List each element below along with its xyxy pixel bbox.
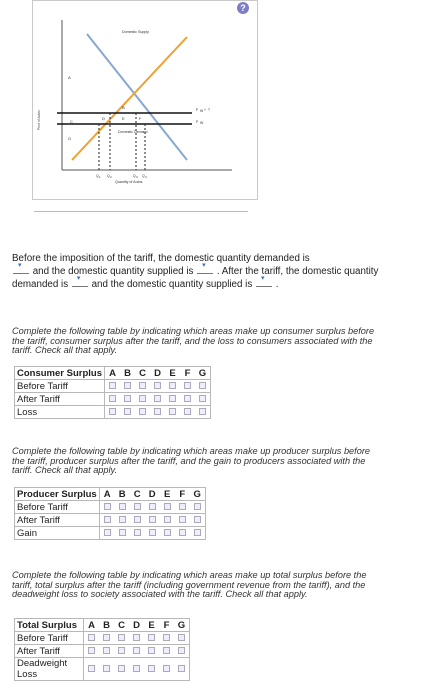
col-f: F (180, 367, 195, 380)
help-icon[interactable]: ? (237, 2, 249, 14)
ts-table (14, 618, 190, 681)
cs-instruction: Complete the following table by indicating which areas make up consumer surplus before the tariff, consumer surplus after the tariff, and the loss to consumers associated with the tariff. Check all that apply. (12, 326, 375, 355)
checkbox[interactable] (119, 503, 126, 510)
checkbox[interactable] (164, 516, 171, 523)
checkbox[interactable] (134, 516, 141, 523)
x-axis-label: Quantity of Autos (115, 180, 143, 184)
checkbox[interactable] (124, 382, 131, 389)
checkbox[interactable] (119, 529, 126, 536)
checkbox[interactable] (154, 395, 161, 402)
col-d: D (150, 367, 165, 380)
para-text-2: and the domestic quantity supplied is (32, 266, 194, 277)
area-label-c: C (70, 119, 73, 124)
dropdown-qs-before[interactable] (197, 264, 213, 274)
col-f: F (159, 619, 174, 632)
col-a: A (84, 619, 100, 632)
ts-instruction: Complete the following table by indicating which areas make up total surplus before the tariff, total surplus after the tariff (including government revenue from the tariff), and the deadweight loss to society associated with the tariff. Check all that apply. (12, 570, 367, 599)
checkbox[interactable] (118, 634, 125, 641)
ps-row-label: After Tariff (15, 514, 100, 527)
checkbox[interactable] (164, 503, 171, 510)
checkbox[interactable] (194, 516, 201, 523)
ts-header: Total Surplus (15, 619, 84, 632)
ps-table (14, 487, 206, 540)
cs-header: Consumer Surplus (15, 367, 105, 380)
checkbox[interactable] (164, 529, 171, 536)
para-text-5: . (275, 279, 279, 290)
col-d: D (145, 488, 160, 501)
checkbox[interactable] (103, 634, 110, 641)
checkbox[interactable] (169, 408, 176, 415)
checkbox[interactable] (169, 382, 176, 389)
checkbox[interactable] (194, 503, 201, 510)
area-label-g: G (68, 136, 72, 141)
qty-sub-3: 3 (136, 175, 138, 179)
qty-sub-2: 2 (110, 175, 112, 179)
ts-row-label: After Tariff (15, 645, 84, 658)
price-label-p: P (196, 108, 199, 112)
col-e: E (165, 367, 180, 380)
checkbox[interactable] (199, 395, 206, 402)
col-f: F (175, 488, 190, 501)
checkbox[interactable] (163, 647, 170, 654)
checkbox[interactable] (148, 665, 155, 672)
para-text-4: and the domestic quantity supplied is (91, 279, 253, 290)
question-paragraph (12, 253, 422, 290)
col-g: G (190, 488, 206, 501)
col-b: B (115, 488, 130, 501)
supply-label: Domestic Supply (122, 30, 149, 34)
demand-label: Domestic Demand (118, 130, 148, 134)
checkbox[interactable] (154, 382, 161, 389)
checkbox[interactable] (88, 665, 95, 672)
col-a: A (105, 367, 121, 380)
checkbox[interactable] (134, 503, 141, 510)
col-b: B (99, 619, 114, 632)
checkbox[interactable] (194, 529, 201, 536)
checkbox[interactable] (134, 529, 141, 536)
col-c: C (130, 488, 145, 501)
checkbox[interactable] (139, 382, 146, 389)
area-label-f: F (139, 116, 142, 121)
col-g: G (195, 367, 211, 380)
qty-label-q1: Q (96, 174, 99, 178)
ps-header: Producer Surplus (15, 488, 100, 501)
para-text-1: Before the imposition of the tariff, the domestic quantity demanded is (12, 253, 310, 264)
checkbox[interactable] (139, 395, 146, 402)
area-label-e: E (122, 116, 125, 121)
price-label-t: T (208, 108, 211, 112)
qty-label-q4: Q (142, 174, 145, 178)
qty-sub-4: 4 (145, 175, 147, 179)
checkbox[interactable] (179, 503, 186, 510)
tariff-graph (32, 0, 256, 198)
col-c: C (114, 619, 129, 632)
checkbox[interactable] (169, 395, 176, 402)
checkbox[interactable] (149, 529, 156, 536)
checkbox[interactable] (119, 516, 126, 523)
checkbox[interactable] (124, 408, 131, 415)
ps-row-label: Gain (15, 527, 100, 540)
cs-row-label: After Tariff (15, 393, 105, 406)
checkbox[interactable] (118, 665, 125, 672)
cs-row-label: Before Tariff (15, 380, 105, 393)
checkbox[interactable] (109, 382, 116, 389)
dropdown-qd-before[interactable] (13, 264, 29, 274)
checkbox[interactable] (149, 516, 156, 523)
supply-curve (72, 37, 187, 160)
checkbox[interactable] (163, 665, 170, 672)
checkbox[interactable] (109, 408, 116, 415)
y-axis-label: Price of Autos (37, 110, 41, 130)
qty-label-q3: Q (133, 174, 136, 178)
para-text-3: . After the tariff, the domestic quantity demanded is (12, 266, 379, 290)
qty-label-q2: Q (107, 174, 110, 178)
checkbox[interactable] (178, 647, 185, 654)
col-d: D (129, 619, 144, 632)
checkbox[interactable] (199, 382, 206, 389)
checkbox[interactable] (179, 516, 186, 523)
ts-row-label: Deadweight Loss (15, 658, 84, 681)
checkbox[interactable] (104, 529, 111, 536)
price-label-w: W (200, 109, 204, 113)
col-a: A (99, 488, 115, 501)
ps-row-label: Before Tariff (15, 501, 100, 514)
checkbox[interactable] (184, 408, 191, 415)
checkbox[interactable] (133, 634, 140, 641)
checkbox[interactable] (179, 529, 186, 536)
qty-sub-1: 1 (99, 175, 101, 179)
col-b: B (120, 367, 135, 380)
checkbox[interactable] (104, 516, 111, 523)
checkbox[interactable] (88, 647, 95, 654)
col-e: E (160, 488, 175, 501)
col-e: E (144, 619, 159, 632)
checkbox[interactable] (109, 395, 116, 402)
checkbox[interactable] (133, 647, 140, 654)
checkbox[interactable] (178, 665, 185, 672)
checkbox[interactable] (103, 647, 110, 654)
checkbox[interactable] (103, 665, 110, 672)
checkbox[interactable] (154, 408, 161, 415)
checkbox[interactable] (139, 408, 146, 415)
area-label-d: D (102, 116, 105, 121)
checkbox[interactable] (184, 395, 191, 402)
checkbox[interactable] (184, 382, 191, 389)
price-label-plus: + (204, 108, 206, 112)
dropdown-qs-after[interactable] (256, 277, 272, 287)
checkbox[interactable] (178, 634, 185, 641)
area-label-a: A (68, 75, 71, 80)
price-label-p2: P (196, 120, 199, 124)
dropdown-qd-after[interactable] (72, 277, 88, 287)
checkbox[interactable] (104, 503, 111, 510)
checkbox[interactable] (149, 503, 156, 510)
cs-row-label: Loss (15, 406, 105, 419)
col-c: C (135, 367, 150, 380)
checkbox[interactable] (163, 634, 170, 641)
col-g: G (174, 619, 190, 632)
ts-row-label: Before Tariff (15, 632, 84, 645)
checkbox[interactable] (133, 665, 140, 672)
area-label-b: B (122, 105, 125, 110)
checkbox[interactable] (88, 634, 95, 641)
checkbox[interactable] (118, 647, 125, 654)
separator (34, 211, 248, 212)
checkbox[interactable] (124, 395, 131, 402)
checkbox[interactable] (148, 634, 155, 641)
checkbox[interactable] (199, 408, 206, 415)
price-label-w2: W (200, 121, 204, 125)
checkbox[interactable] (148, 647, 155, 654)
cs-table (14, 366, 211, 419)
ps-instruction: Complete the following table by indicating which areas make up producer surplus before the tariff, producer surplus after the tariff, and the gain to producers associated with the tariff. Check all that apply. (12, 446, 371, 475)
